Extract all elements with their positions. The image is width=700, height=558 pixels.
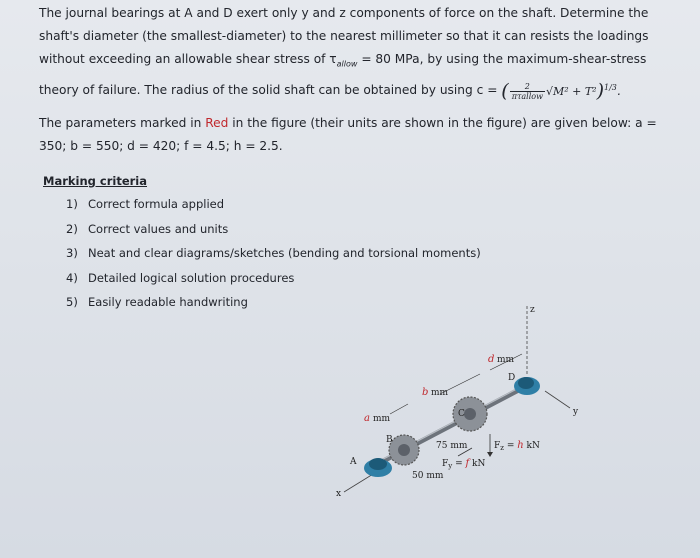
problem-line-4-a: theory of failure. The radius of the solid shaft can be obtained by using c = — [39, 83, 502, 98]
label-x: x — [336, 489, 342, 499]
formula-numerator: 2 — [510, 82, 545, 92]
dim-b-var: b — [422, 387, 429, 398]
radius-formula: ( $\frac{2}{\text{πτallow}}$ √M² + T²)$^{1/3}$. — [501, 79, 621, 102]
problem-line-1: The journal bearings at A and D exert only y and z components of force on the shaft. Determine the — [39, 6, 649, 20]
label-z: z — [530, 305, 535, 315]
force-y-eq: = — [452, 459, 466, 469]
label-d: D — [508, 373, 516, 383]
criteria-item — [66, 268, 481, 293]
problem-line-4 — [39, 75, 660, 102]
parameters-line-1 — [39, 112, 660, 135]
formula-end: . — [616, 83, 621, 98]
dim-a-var: a — [364, 413, 370, 424]
dim-50: 50 mm — [412, 471, 444, 481]
force-z-arrowhead — [487, 452, 493, 457]
force-y-sub: y — [448, 462, 453, 470]
force-y-f: F — [442, 459, 449, 469]
red-word: Red — [205, 116, 229, 130]
criteria-title: Marking criteria — [43, 174, 147, 188]
dim-a-unit: mm — [373, 414, 391, 424]
force-y-unit: kN — [469, 459, 486, 469]
force-z-f: F — [494, 441, 501, 451]
problem-line-3 — [39, 48, 660, 75]
criteria-item-number: 2) — [66, 221, 78, 236]
formula-exponent: 1/3 — [604, 82, 617, 92]
force-y-var: f — [465, 458, 470, 469]
bearing-d-hole — [518, 377, 534, 389]
dim-d-unit: mm — [497, 355, 515, 365]
parameters-statement — [39, 112, 660, 158]
formula-root: √M² + T² — [545, 84, 597, 98]
bearing-a-hole — [369, 458, 387, 470]
criteria-item — [66, 243, 481, 268]
criteria-item-text: Neat and clear diagrams/sketches (bending and torsional moments) — [88, 246, 481, 260]
force-z-sub: z — [500, 444, 504, 452]
criteria-item — [66, 219, 481, 244]
formula-fraction — [510, 82, 545, 101]
criteria-item-number: 1) — [66, 197, 78, 211]
y-axis — [545, 391, 570, 408]
problem-line-3-b: = 80 MPa, by using the maximum-shear-stress — [357, 52, 647, 66]
problem-statement — [39, 2, 660, 103]
parameters-line-2: 350; b = 550; d = 420; f = 4.5; h = 2.5. — [39, 139, 283, 153]
criteria-item-number: 3) — [66, 246, 78, 260]
parameters-line-1-a: The parameters marked in — [39, 116, 206, 130]
label-y: y — [573, 407, 579, 417]
label-c: C — [458, 409, 465, 419]
force-y-label — [442, 458, 486, 470]
criteria-item — [66, 194, 481, 219]
criteria-item-text: Detailed logical solution procedures — [88, 270, 295, 285]
label-b: B — [386, 435, 393, 445]
dim-75: 75 mm — [436, 441, 468, 451]
parameters-line-1-b: in the figure (their units are shown in the figure) are given below: a = — [228, 116, 657, 130]
criteria-item-text: Correct values and units — [88, 221, 229, 236]
gear-b-hub — [398, 444, 410, 456]
force-z-unit: kN — [523, 441, 540, 451]
label-a: A — [350, 457, 357, 467]
force-z-eq: = — [503, 441, 518, 451]
criteria-item-number: 4) — [66, 270, 78, 285]
criteria-item-number: 5) — [66, 295, 78, 309]
dim-d-var: d — [488, 354, 495, 365]
force-z-label — [494, 440, 540, 452]
dim-line-a — [390, 404, 408, 414]
gear-c-hub — [464, 408, 476, 420]
dim-b-unit: mm — [431, 388, 449, 398]
formula-denominator: πτallow — [511, 91, 543, 101]
tau-subscript: allow — [336, 59, 358, 69]
problem-line-2: shaft's diameter (the smallest-diameter) to the nearest millimeter so that it can resists the loadings — [39, 29, 649, 43]
shaft-figure — [330, 296, 630, 526]
criteria-item-text: Correct formula applied — [88, 197, 225, 211]
force-z-var: h — [517, 440, 524, 451]
criteria-item-text: Easily readable handwriting — [88, 295, 248, 309]
problem-line-3-a: without exceeding an allowable shear stress of τ — [39, 52, 337, 66]
